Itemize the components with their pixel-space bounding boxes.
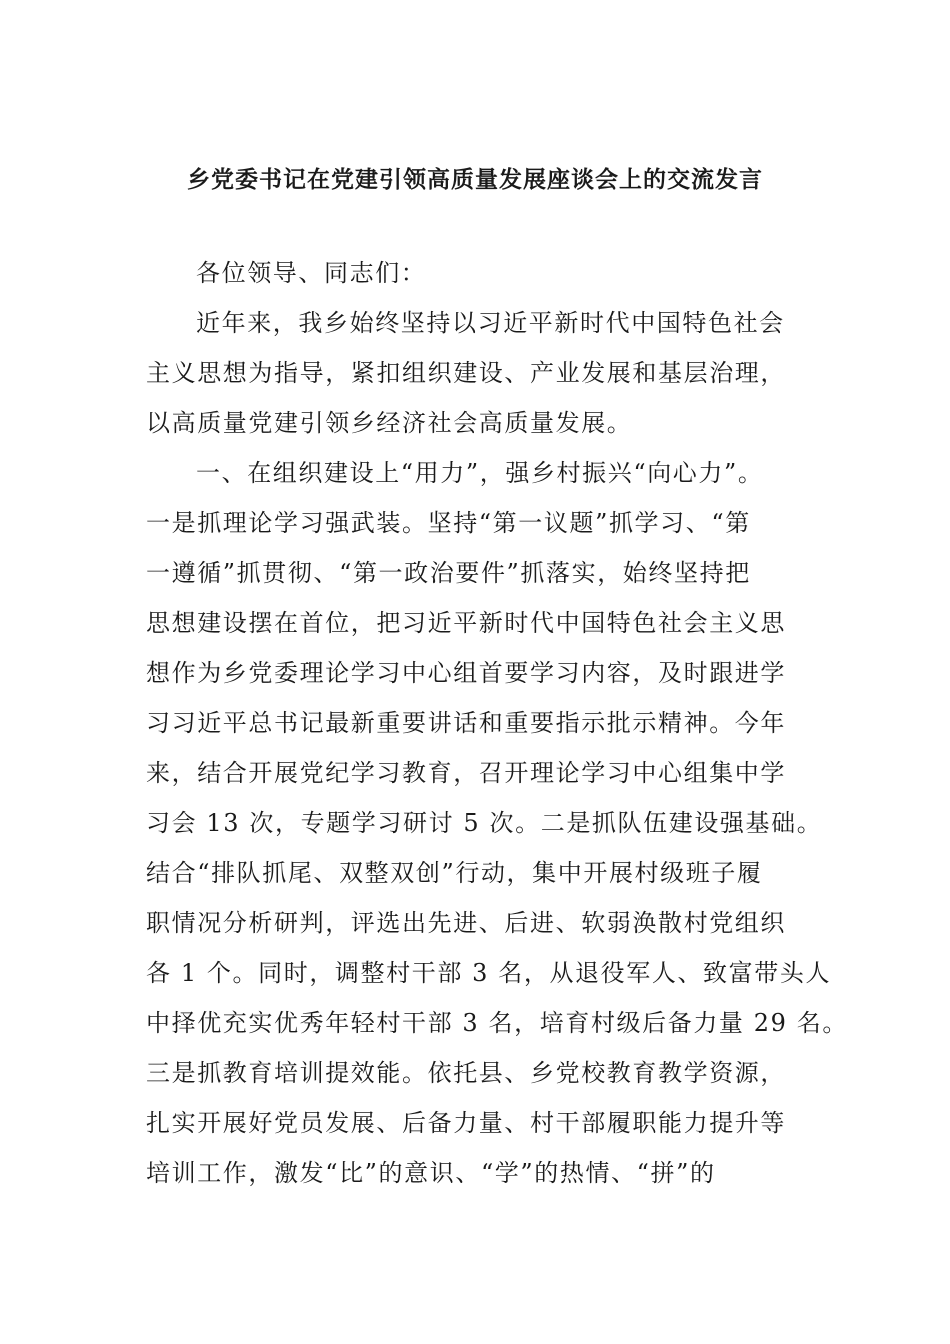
- paragraph-line: 一是抓理论学习强武装。坚持“第一议题”抓学习、“第: [146, 509, 751, 537]
- paragraph-line: 习习近平总书记最新重要讲话和重要指示批示精神。今年: [146, 709, 786, 737]
- paragraph-line: 主义思想为指导，紧扣组织建设、产业发展和基层治理，: [146, 359, 786, 387]
- salutation-line: 各位领导、同志们：: [196, 259, 427, 287]
- paragraph-line: 中择优充实优秀年轻村干部 3 名，培育村级后备力量 29 名。: [146, 1009, 848, 1037]
- paragraph-line: 想作为乡党委理论学习中心组首要学习内容，及时跟进学: [146, 659, 786, 687]
- paragraph-line: 来，结合开展党纪学习教育，召开理论学习中心组集中学: [146, 759, 786, 787]
- paragraph-line: 近年来，我乡始终坚持以习近平新时代中国特色社会: [196, 309, 785, 337]
- paragraph-line: 一遵循”抓贯彻、“第一政治要件”抓落实，始终坚持把: [146, 559, 751, 587]
- document-title: 乡党委书记在党建引领高质量发展座谈会上的交流发言: [187, 166, 763, 193]
- paragraph-line: 各 1 个。同时，调整村干部 3 名，从退役军人、致富带头人: [146, 959, 832, 987]
- paragraph-line: 扎实开展好党员发展、后备力量、村干部履职能力提升等: [146, 1109, 786, 1137]
- paragraph-line: 职情况分析研判，评选出先进、后进、软弱涣散村党组织: [146, 909, 786, 937]
- document-body: [146, 248, 848, 1198]
- paragraph-line: 思想建设摆在首位，把习近平新时代中国特色社会主义思: [146, 609, 786, 637]
- paragraph-line: 培训工作，激发“比”的意识、“学”的热情、“拼”的: [146, 1159, 716, 1187]
- paragraph-line: 以高质量党建引领乡经济社会高质量发展。: [146, 409, 633, 437]
- paragraph-line: 习会 13 次，专题学习研讨 5 次。二是抓队伍建设强基础。: [146, 809, 823, 837]
- section-heading-line: 一、在组织建设上“用力”，强乡村振兴“向心力”。: [196, 459, 764, 487]
- paragraph-line: 结合“排队抓尾、双整双创”行动，集中开展村级班子履: [146, 859, 763, 887]
- paragraph-line: 三是抓教育培训提效能。依托县、乡党校教育教学资源，: [146, 1059, 786, 1087]
